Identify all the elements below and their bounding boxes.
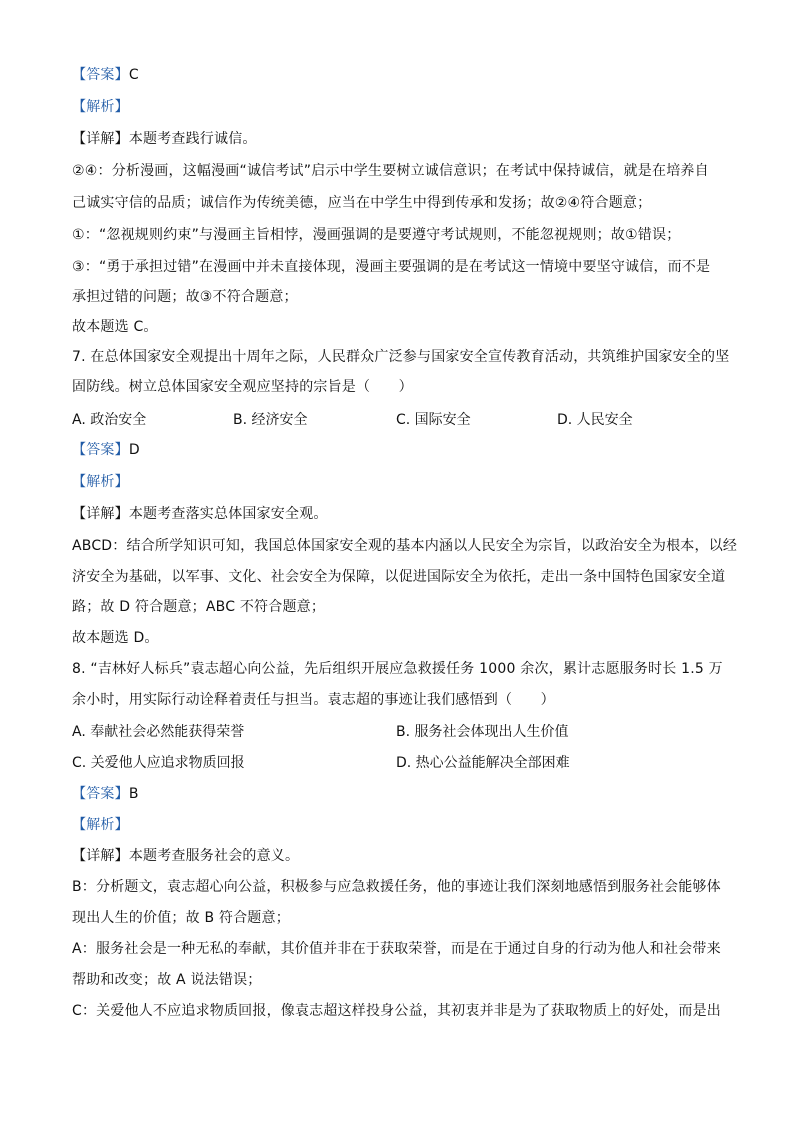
q7-option-a: A. 政治安全 (72, 412, 147, 428)
q7-stem-1: 7. 在总体国家安全观提出十周年之际，人民群众广泛参与国家安全宣传教育活动，共筑维护国家安全的坚 (72, 349, 730, 365)
q6-answer-line (72, 65, 727, 85)
q6-line-6: 故本题选 C。 (72, 319, 158, 335)
answer-label: 【答案】 (72, 67, 129, 83)
q8-option-b: B. 服务社会体现出人生价值 (396, 724, 569, 740)
q8-stem-2: 余小时，用实际行动诠释着责任与担当。袁志超的事迹让我们感悟到（ ） (72, 692, 555, 708)
q7-line-4: 故本题选 D。 (72, 630, 159, 646)
q8-analysis-label: 【解析】 (72, 817, 129, 833)
q8-line-5: C：关爱他人不应追求物质回报，像袁志超这样投身公益，其初衷并非是为了获取物质上的好处，而是出 (72, 1003, 721, 1019)
q8-option-d: D. 热心公益能解决全部困难 (396, 755, 570, 771)
q7-analysis-label: 【解析】 (72, 474, 129, 490)
q6-detail-line (72, 129, 727, 149)
q7-line-1: ABCD：结合所学知识可知，我国总体国家安全观的基本内涵以人民安全为宗旨，以政治安全为根本，以经 (72, 538, 738, 554)
q8-line-1: B：分析题文，袁志超心向公益，积极参与应急救援任务，他的事迹让我们深刻地感悟到服务社会能够体 (72, 879, 721, 895)
q8-line-3: A：服务社会是一种无私的奉献，其价值并非在于获取荣誉，而是在于通过自身的行动为他人和社会带来 (72, 941, 721, 957)
q7-option-c: C. 国际安全 (396, 412, 471, 428)
q7-detail-line: 【详解】本题考查落实总体国家安全观。 (72, 506, 328, 522)
q6-line-3: ①：“忽视规则约束”与漫画主旨相悖，漫画强调的是要遵守考试规则，不能忽视规则；故①错误； (72, 227, 681, 243)
q8-line-2: 现出人生的价值；故 B 符合题意； (72, 910, 290, 926)
q7-option-d: D. 人民安全 (557, 412, 633, 428)
q8-option-c: C. 关爱他人应追求物质回报 (72, 755, 245, 771)
q6-line-5: 承担过错的问题；故③不符合题意； (72, 289, 298, 305)
q6-detail-text: 本题考查践行诚信。 (128, 131, 257, 147)
q8-line-4: 帮助和改变；故 A 说法错误； (72, 972, 262, 988)
q7-option-b: B. 经济安全 (233, 412, 308, 428)
q8-answer-value: B (128, 786, 139, 802)
q7-answer-line: 【答案】D (72, 442, 140, 458)
q7-line-3: 路；故 D 符合题意；ABC 不符合题意； (72, 599, 326, 615)
q7-stem-2: 固防线。树立总体国家安全观应坚持的宗旨是（ ） (72, 379, 413, 395)
q7-detail-text: 本题考查落实总体国家安全观。 (128, 506, 328, 522)
q7-line-2: 济安全为基础，以军事、文化、社会安全为保障，以促进国际安全为依托，走出一条中国特色国家安全道 (72, 569, 726, 585)
q8-answer-line: 【答案】B (72, 786, 139, 802)
q8-detail-text: 本题考查服务社会的意义。 (128, 848, 300, 864)
q6-line-4: ③：“勇于承担过错”在漫画中并未直接体现，漫画主要强调的是在考试这一情境中要坚守诚信，而不是 (72, 259, 711, 275)
q8-detail-line: 【详解】本题考查服务社会的意义。 (72, 848, 300, 864)
q6-answer-value: C (128, 67, 139, 83)
q7-answer-value: D (128, 442, 140, 458)
q8-stem-1: 8. “吉林好人标兵”袁志超心向公益，先后组织开展应急救援任务 1000 余次，累计志愿服务时长 1.5 万 (72, 661, 723, 677)
q6-line-2: 己诚实守信的品质；诚信作为传统美德，应当在中学生中得到传承和发扬；故②④符合题意； (72, 195, 652, 211)
q6-analysis-label: 【解析】 (72, 99, 129, 115)
q8-option-a: A. 奉献社会必然能获得荣誉 (72, 724, 245, 740)
q6-line-1: ②④：分析漫画，这幅漫画“诚信考试”启示中学生要树立诚信意识；在考试中保持诚信，就是在培养自 (72, 163, 709, 179)
detail-label: 【详解】 (72, 131, 129, 147)
